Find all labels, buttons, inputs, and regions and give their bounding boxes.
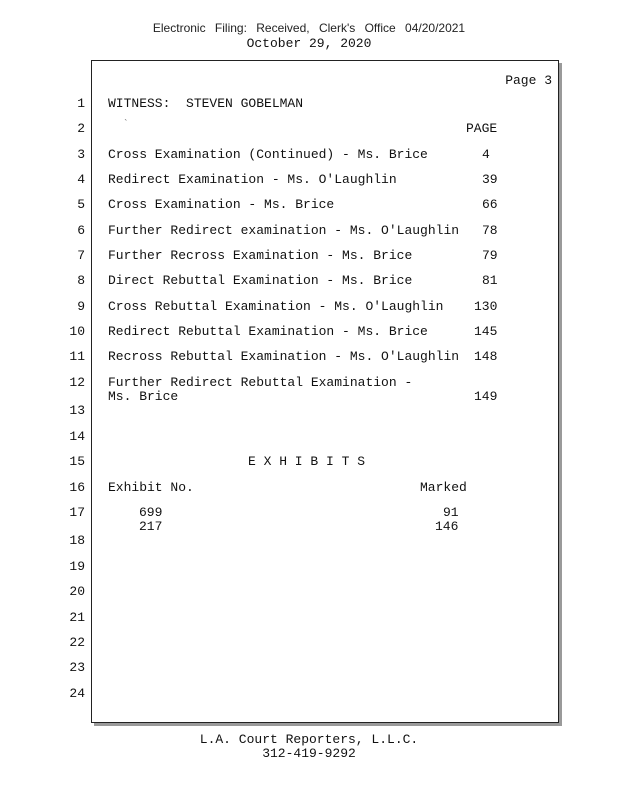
witness-name: WITNESS: STEVEN GOBELMAN (108, 96, 304, 111)
index-entry-page: 66 (482, 197, 498, 212)
index-entry-page: 149 (474, 389, 498, 404)
line-number: 2 (77, 121, 85, 136)
exhibit-marked-header: Marked (420, 480, 467, 495)
line-number: 23 (69, 660, 85, 675)
line-number: 9 (77, 299, 85, 314)
line-number: 24 (69, 686, 85, 701)
line-number: 3 (77, 147, 85, 162)
line-number: 15 (69, 454, 85, 469)
line-number: 5 (77, 197, 85, 212)
exhibit-number: 217 (139, 519, 163, 534)
line-number: 16 (69, 480, 85, 495)
page-column-header: PAGE (466, 121, 498, 136)
reporter-phone: 312-419-9292 (262, 746, 356, 761)
index-entry-title: Further Redirect Rebuttal Examination - (108, 375, 413, 390)
line-number: 8 (77, 273, 85, 288)
exhibit-marked-page: 91 (443, 505, 459, 520)
index-entry-title: Cross Examination - Ms. Brice (108, 197, 335, 212)
stray-mark: ` (123, 119, 129, 129)
line-number: 20 (69, 584, 85, 599)
index-entry-page: 4 (482, 147, 490, 162)
index-entry-title: Cross Rebuttal Examination - Ms. O'Laughlin (108, 299, 444, 314)
exhibit-number: 699 (139, 505, 163, 520)
exhibit-marked-page: 146 (435, 519, 459, 534)
line-number: 17 (69, 505, 85, 520)
line-number: 10 (69, 324, 85, 339)
index-entry-title-cont: Ms. Brice (108, 389, 179, 404)
line-number: 13 (69, 403, 85, 418)
index-entry-page: 79 (482, 248, 498, 263)
line-number: 19 (69, 559, 85, 574)
index-entry-page: 81 (482, 273, 498, 288)
index-entry-title: Further Recross Examination - Ms. Brice (108, 248, 413, 263)
line-number: 22 (69, 635, 85, 650)
exhibit-no-header: Exhibit No. (108, 480, 194, 495)
line-number: 7 (77, 248, 85, 263)
line-number: 11 (69, 349, 85, 364)
line-number: 18 (69, 533, 85, 548)
index-entry-title: Further Redirect examination - Ms. O'Laughlin (108, 223, 460, 238)
reporter-company: L.A. Court Reporters, L.L.C. (199, 732, 419, 747)
index-entry-title: Redirect Examination - Ms. O'Laughlin (108, 172, 397, 187)
index-entry-title: Cross Examination (Continued) - Ms. Brice (108, 147, 428, 162)
line-number: 14 (69, 429, 85, 444)
index-entry-title: Recross Rebuttal Examination - Ms. O'Laughlin (108, 349, 460, 364)
line-number: 1 (77, 96, 85, 111)
index-entry-page: 145 (474, 324, 498, 339)
index-entry-page: 130 (474, 299, 498, 314)
page-number: Page 3 (505, 73, 552, 88)
transcript-date: October 29, 2020 (246, 36, 372, 51)
index-entry-page: 78 (482, 223, 498, 238)
filing-stamp: Electronic Filing: Received, Clerk's Office 04/20/2021 (152, 21, 466, 35)
index-entry-title: Redirect Rebuttal Examination - Ms. Brice (108, 324, 428, 339)
line-number: 12 (69, 375, 85, 390)
line-number: 21 (69, 610, 85, 625)
line-number: 4 (77, 172, 85, 187)
index-entry-title: Direct Rebuttal Examination - Ms. Brice (108, 273, 413, 288)
exhibits-title: E X H I B I T S (248, 454, 366, 469)
footer (0, 733, 618, 761)
index-entry-page: 39 (482, 172, 498, 187)
index-entry-page: 148 (474, 349, 498, 364)
line-number: 6 (77, 223, 85, 238)
